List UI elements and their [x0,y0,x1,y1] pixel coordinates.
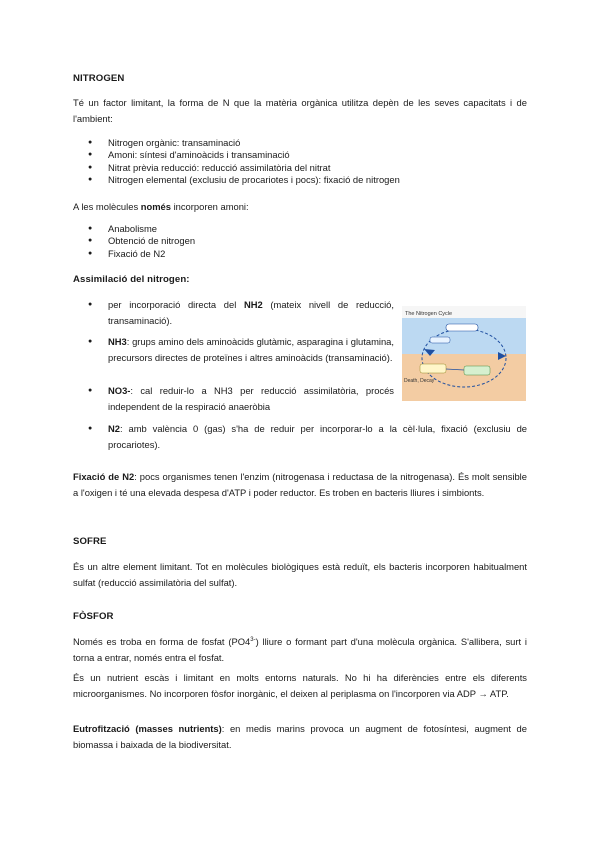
nitrogen-heading: NITROGEN [73,73,125,84]
process-box [430,337,450,343]
bullet-icon: ● [88,301,93,308]
eutrofitzacio-bold: Eutrofització (masses nutrients) [73,723,222,734]
figure-title: The Nitrogen Cycle [405,311,453,317]
nitrogen-forms-list [88,137,400,187]
list-item: ● Fixació de N2 [88,248,195,260]
bullet-icon: ● [88,387,93,394]
list-item: ● Nitrogen elemental (exclusiu de procariotes i pocs): fixació de nitrogen [88,174,400,186]
nitrogen-cycle-diagram [402,306,526,401]
fixation-bold: Fixació de N2 [73,471,135,482]
assimilation-item: ● per incorporació directa del NH2 (mateix nivell de reducció, transaminació). [88,299,394,326]
bullet-icon: ● [88,338,93,345]
ammonium-intro-pre: A les molècules [73,201,141,212]
fosfor-heading: FÒSFOR [73,611,114,622]
assimilation-item: ● N2: amb valència 0 (gas) s'ha de reduir per incorporar-lo a la cèl·lula, fixació (exclusiu de procariotes). [88,423,527,450]
list-item: ● Nitrat prèvia reducció: reducció assimilatòria del nitrat [88,162,400,174]
ammonium-box [420,364,446,373]
list-item: ● Nitrogen orgànic: transaminació [88,137,400,149]
ammonium-list [88,223,195,260]
assimilation-item: ● NO3-: cal reduir-lo a NH3 per reducció assimilatòria, procés independent de la respiració anaeròbia [88,385,394,412]
list-item: ● Obtenció de nitrogen [88,235,195,247]
fixation-paragraph [73,469,527,500]
bullet-icon: ● [88,425,93,432]
list-item: ● Amoni: síntesi d'aminoàcids i transaminació [88,149,400,161]
atmospheric-nitrogen-box [446,324,478,331]
death-decay-label: Death, Decay [404,378,435,384]
sofre-paragraph: És un altre element limitant. Tot en molècules biològiques està reduït, els bacteris incorporen habitualment sulfat (reducció assimilatòria del sulfat). [73,561,527,588]
fosfor-paragraph-1: Només es troba en forma de fosfat $(PO4^{3-})$ lliure o formant part d'una molècula orgànica. S'allibera, surt i torna a entrar, només entra el fosfat. [73,636,528,663]
ammonium-intro-post: incorporen amoni: [170,201,249,212]
ammonium-intro-bold: només [140,201,171,212]
assimilation-item: ● NH3: grups amino dels aminoàcids glutàmic, asparagina i glutamina, precursors directes de proteïnes i altres aminoàcids (transaminació). [88,336,394,363]
ammonium-intro [73,199,527,215]
list-item: ● Anabolisme [88,223,195,235]
sofre-heading: SOFRE [73,536,107,547]
nitrogen-cycle-figure [402,306,526,401]
nitrogen-intro: Té un factor limitant, la forma de N que la matèria orgànica utilitza depèn de les seves capacitats i de l'ambient: [73,97,527,124]
fixation-text: : pocs organismes tenen l'enzim (nitrogenasa i reductasa de la nitrogenasa). És molt sensible a l'oxigen i té una elevada despesa d'ATP i poder reductor. Es troben en bacteris lliures i simbionts. [73,471,527,498]
sky-layer [402,318,526,354]
fosfor-paragraph-3: Eutrofització (masses nutrients): en medis marins provoca un augment de fotosíntesi, augment de biomassa i baixada de la biodiversitat. [73,723,527,750]
assimilation-heading: Assimilació del nitrogen: [73,274,190,285]
fosfor-paragraph-2: És un nutrient escàs i limitant en molts entorns naturals. No hi ha diferències entre els diferents microorganismes. No incorporen fòsfor inorgànic, el deixen al periplasma on l'incorporen via ADP → ATP. [73,672,527,699]
nitrate-box [464,366,490,375]
